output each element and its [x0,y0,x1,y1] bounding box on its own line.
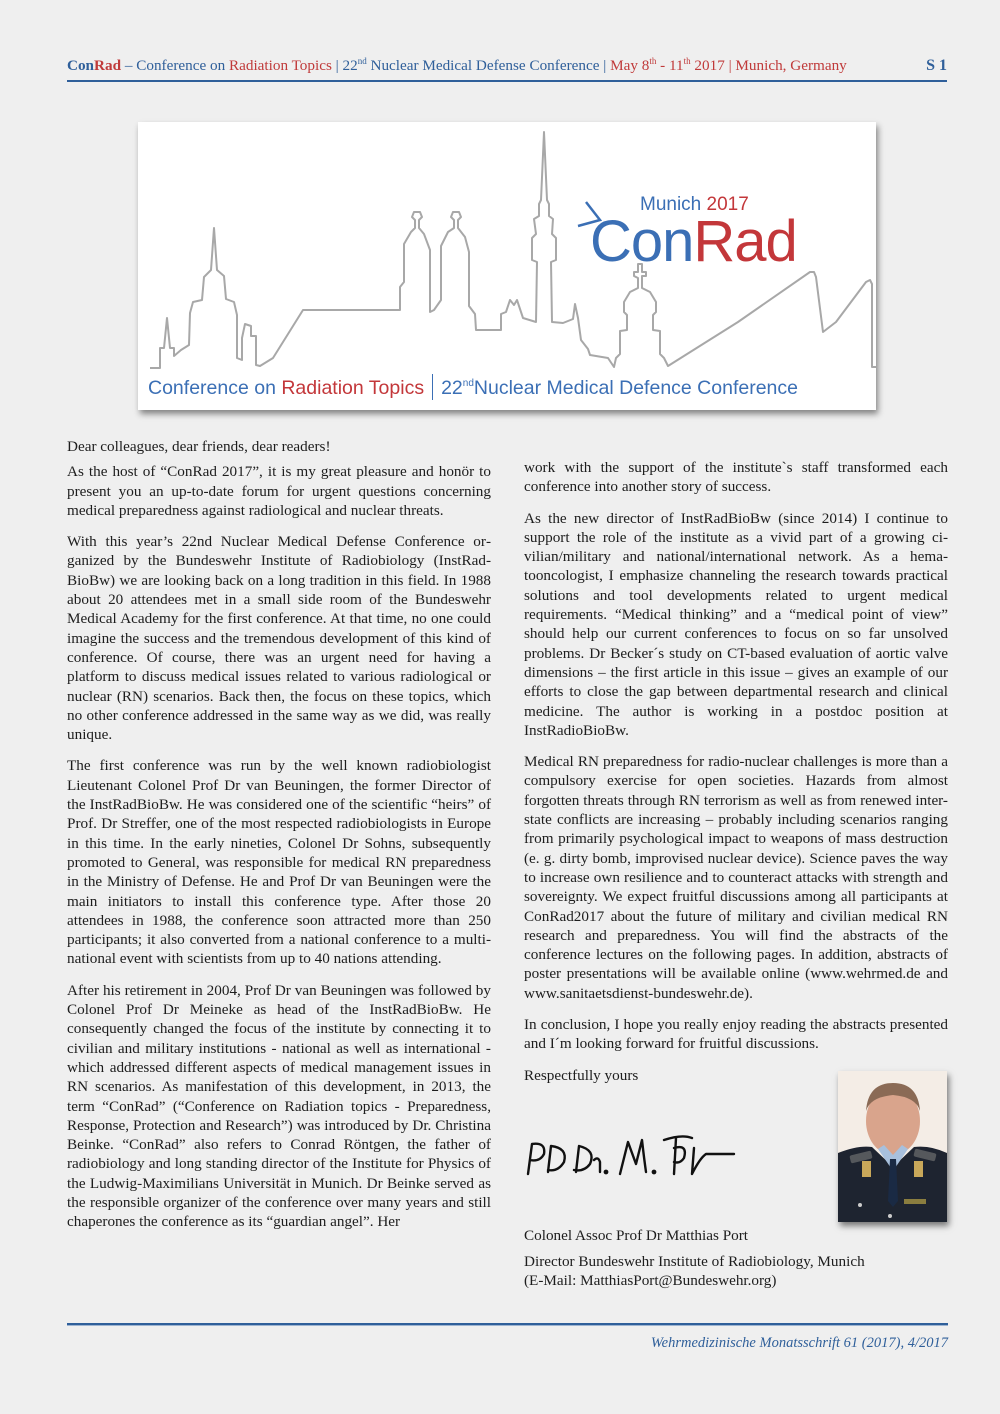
footer-rule [67,1323,948,1325]
paragraph: As the new director of InstRadBioBw (since 2014) I continue to support the role of the institute as a vivid part of a growing civilian/military and national/international network. As a hematooncologist, I emphasize channeling the research towards practical solutions and tool developments related to urgent medical requirements. “Medical thinking” and a “medical point of view” should help our current conferences to focus on so far unsolved problems. Dr Becker´s study on CT-based evaluation of aortic valve dimensions – the first article in this issue – gives an example of our efforts to close the gap between departmental research and clinical medicine. The author is working in a postdoc position at InstRadioBioBw. [524,509,948,739]
paragraph: With this year’s 22nd Nuclear Medical Defense Conference organized by the Bundeswehr Institute of Radiobiology (InstRadBioBw) we are looking back on a long tradition in this field. In 1988 about 20 attendees met in a small side room of the Bundeswehr Medical Academy for the first conference. At that time, no one could imagine the success and the tremendous development of this kind of conference. Of course, there was an urgent need for having a platform to discuss medical issues related to various radiological or nuclear (RN) scenarios. Back then, the focus on these topics, which no other conference addressed in the same way as we did, was really unique. [67,533,491,744]
header-brand-con: Con [67,57,95,74]
author-email: (E-Mail: MatthiasPort@Bundeswehr.org) [524,1272,777,1289]
tagline-a: Conference on [148,377,282,399]
handwritten-signature-icon [524,1118,764,1188]
journal-citation: Wehrmedizinische Monatsschrift 61 (2017), 4/2017 [650,1335,948,1351]
header-th1: th [649,56,657,66]
tagline-d: Nuclear Medical Defence Conference [473,377,798,399]
header-brand-rad: Rad [94,57,122,74]
logo-rad: Rad [693,209,797,274]
banner-city: Munich [640,194,702,215]
logo-con: Con [590,209,694,274]
tagline-c: 22 [441,377,463,399]
author-title: Director Bundeswehr Institute of Radiobiology, Munich [524,1253,865,1270]
running-header [67,56,947,78]
header-date-b: - 11 [656,57,684,74]
header-nd: nd [357,56,367,66]
paragraph: As the host of “ConRad 2017”, it is my great pleasure and honör to present you an up-to-date forum for urgent questions concerning medical preparedness against radiological and nuclear threats. [67,463,491,519]
left-column [67,437,491,1244]
author-name: Colonel Assoc Prof Dr Matthias Port [524,1227,749,1244]
header-sep1: – Conference on [121,57,229,74]
page-number: S 1 [926,57,947,74]
right-column [524,458,948,1097]
paragraph: After his retirement in 2004, Prof Dr van Beuningen was followed by Colonel Prof Dr Meineke as head of the InstRadBioBw. He consequently changed the focus of the institute by connecting it to civilian and military institutions - national as well as international - which addressed different aspects of medical management issues in RN scenarios. As manifestation of this development, in 2013, the term “ConRad” (“Conference on Radiation topics - Preparedness, Response, Protection and Research”) was introduced by Dr. Christina Beinke. “ConRad” also refers to Conrad Röntgen, the father of radiobiology and long standing director of the Institute for Physics of the Ludwig-Maximilians Universität in Munich. Dr Beinke served as the responsible organizer of the conference over many years and still chaperones the conference as its “guardian angel”. Her [67,981,491,1231]
banner-year: 2017 [706,194,749,215]
paragraph: The first conference was run by the well known radiobiologist Lieutenant Colonel Prof Dr van Beuningen, the former Director of the InstRadBioBw. He was considered one of the scientific “heirs” of Prof. Dr Streffer, one of the most respected radiobiologists in Europe in this time. In the early nineties, Colonel Dr Sohns, subsequently promoted to General, was responsible for medical RN preparedness in the Ministry of Defense. He and Prof Dr van Beuningen were the main initiators to install this conference type. After those 20 attendees in 1988, the conference soon attracted more than 250 participants; it also converted from a national conference to a multi-national event with scientists from up to 40 nations attending. [67,757,491,968]
author-photo [838,1071,947,1222]
conrad-logo [590,210,797,274]
header-date-c: 2017 | Munich, Germany [690,57,847,74]
portrait-icon [838,1071,947,1222]
header-sep2: | 22 [331,57,358,74]
header-th2: th [683,56,691,66]
header-radiation-topics: Radiation Topics [229,57,332,74]
paragraph: In conclusion, I hope you really enjoy reading the abstracts presented and I´m looking forward for fruitful discussions. [524,1016,948,1053]
greeting: Dear colleagues, dear friends, dear readers! [67,438,331,455]
conrad-banner [138,122,876,410]
closing: Respectfully yours [524,1066,639,1084]
header-date-a: May 8 [610,57,650,74]
tagline-separator [432,374,433,400]
tagline-b: Radiation Topics [281,377,425,399]
tagline-nd: nd [462,378,474,389]
header-rule [67,80,947,82]
header-nmdc: Nuclear Medical Defense Conference | [366,57,611,74]
paragraph: work with the support of the institute`s staff transformed each conference into another story of success. [524,459,948,496]
paragraph: Medical RN preparedness for radio-nuclear challenges is more than a compulsory exercise for open societies. Hazards from almost forgotten threats through RN terrorism as well as from renewed inter-state conflicts are increasing – probably including scenarios ranging from primarily psychological impact to weapons of mass destruction (e. g. dirty bomb, improvised nuclear device). Science paves the way to increase own resilience and to counteract attacks with strength and sovereignty. We expect fruitful discussions among all participants at ConRad2017 about the future of military and civilian medical RN research and preparedness. You will find the abstracts of the conference lectures on the following pages. In addition, abstracts of poster presentations will be available online (www.wehrmed.de and www.sanitaetsdienst-bundeswehr.de). [524,753,948,1002]
banner-tagline [148,374,798,400]
